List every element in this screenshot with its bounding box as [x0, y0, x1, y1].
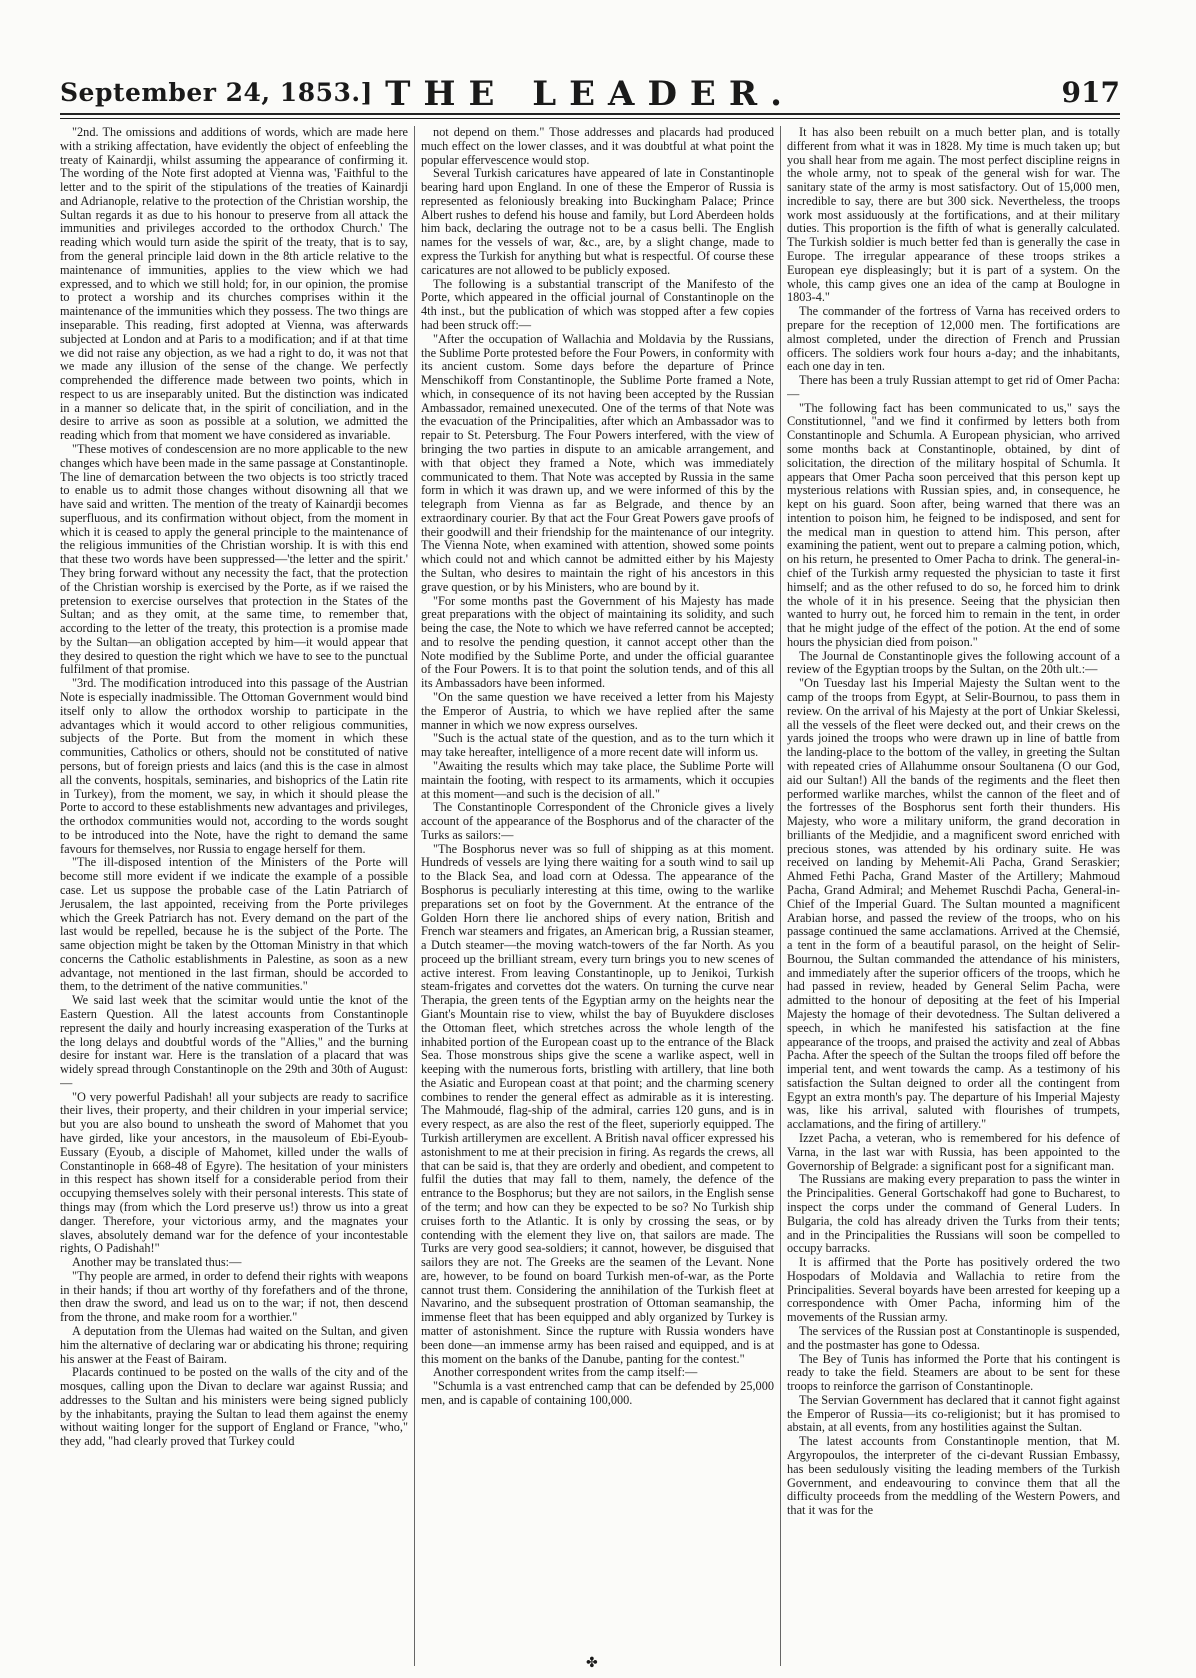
- article-paragraph: "O very powerful Padishah! all your subjects are ready to sacrifice their lives, their property, and their children in your imperial service; but you are also bound to unsheath the sword of Mahomet that you have girded, like your ancestors, in the mausoleum of Ebi-Eyoub-Eussary (Eyoub, a disciple of Mahomet, killed under the walls of Constantinople in 668-48 of Egyre). The hesitation of your ministers in this respect has shown itself for a considerable period from their occupying themselves solely with their personal interests. This state of things may (from which the Lord preserve us!) throw us into a great danger. Therefore, your victorious army, and the magnates your slaves, absolutely demand war for the defence of your incontestable rights, O Padishah!": [60, 1089, 408, 1256]
- column-left: [60, 126, 408, 1666]
- article-paragraph: It has also been rebuilt on a much better plan, and is totally different from what it was in 1828. My time is much taken up; but you shall hear from me again. The most perfect discipline reigns in the whole army, not to speak of the general wish for war. The sanitary state of the army is most satisfactory. Out of 15,000 men, incredible to say, there are but 300 sick. Nevertheless, the troops work most assiduously at the fortifications, and at their military duties. This proportion is the fifth of what is generally calculated. The Turkish soldier is much better fed than is generally the case in Europe. The irregular appearance of these troops strikes a European eye displeasingly; but it is part of a system. On the whole, this camp gives one an idea of the camp at Boulogne in 1803-4.": [787, 126, 1120, 305]
- article-paragraph: "Awaiting the results which may take place, the Sublime Porte will maintain the footing, with respect to its armaments, which it occupies at this moment—and such is the decision of all.": [421, 758, 774, 801]
- article-paragraph: It is affirmed that the Porte has positively ordered the two Hospodars of Moldavia and Wallachia to retire from the Principalities. Several boyards have been arrested for keeping up a correspondence with Omer Pacha, informing him of the movements of the Russian army.: [787, 1255, 1120, 1325]
- printer-mark: ✤: [586, 1655, 598, 1671]
- article-paragraph: The Servian Government has declared that it cannot fight against the Emperor of Russia—its co-religionist; but it has promised to abstain, at all events, from any hostilities against the Sultan.: [787, 1392, 1120, 1435]
- article-paragraph: The Russians are making every preparation to pass the winter in the Principalities. General Gortschakoff had gone to Bucharest, to inspect the corps under the command of General Luders. In Bulgaria, the cold has already driven the Turks from their tents; and in the Principalities the Russians will soon be compelled to occupy barracks.: [787, 1172, 1120, 1256]
- article-paragraph: Izzet Pacha, a veteran, who is remembered for his defence of Varna, in the last war with Russia, has been appointed to the Governorship of Belgrade: a significant post for a significant man.: [787, 1131, 1120, 1173]
- header-rule: [60, 113, 1120, 115]
- article-paragraph: not depend on them." Those addresses and placards had produced much effect on the lower classes, and it was doubtful at what point the popular effervescence would stop.: [421, 126, 774, 167]
- header-rule-thin: [60, 118, 1120, 119]
- column-middle: [421, 126, 774, 1666]
- page-header: [60, 72, 1120, 112]
- article-paragraph: There has been a truly Russian attempt to get rid of Omer Pacha:—: [787, 373, 1120, 401]
- column-right: [787, 126, 1120, 1666]
- article-paragraph: "3rd. The modification introduced into this passage of the Austrian Note is especially inadmissible. The Ottoman Government would bind itself only to allow the orthodox worship to participate in the advantages which it would accord to other religious communities, subjects of the Porte. But from the moment in which these communities, Catholics or others, should not be constituted of native persons, but of foreign priests and laics (and this is the case in almost all the convents, hospitals, seminaries, and bishoprics of the Latin rite in Turkey), from the moment, we say, in which it should please the Porte to accord to these establishments new advantages and privileges, the orthodox communities would not, according to the words sought to be introduced into the Note, have the right to demand the same favours for themselves, nor Russia to engage herself for them.: [60, 676, 408, 856]
- article-paragraph: "Thy people are armed, in order to defend their rights with weapons in their hands; if thou art worthy of thy forefathers and of the throne, then draw the sword, and lead us on to the war; if not, then descend from the throne, and make room for a worthier.": [60, 1268, 408, 1325]
- article-paragraph: Several Turkish caricatures have appeared of late in Constantinople bearing hard upon England. In one of these the Emperor of Russia is represented as feloniously breaking into Buckingham Palace; Prince Albert rushes to defend his house and family, but Lord Aberdeen holds him back, declaring the outrage not to be a casus belli. The English names for the vessels of war, &c., are, by a slight change, made to express the Turkish for anything but what is respectful. Of course these caricatures are not allowed to be publicly exposed.: [421, 166, 774, 277]
- column-divider: [780, 126, 781, 1666]
- article-paragraph: "Schumla is a vast entrenched camp that can be defended by 25,000 men, and is capable of containing 100,000.: [421, 1379, 774, 1407]
- issue-date: September 24, 1853.]: [60, 78, 373, 107]
- article-paragraph: Another may be translated thus:—: [72, 1255, 242, 1270]
- article-paragraph: The commander of the fortress of Varna has received orders to prepare for the reception of 12,000 men. The fortifications are almost completed, under the direction of French and Prussian officers. The soldiers work four hours a-day; and the inhabitants, each one day in ten.: [787, 304, 1120, 374]
- article-paragraph: "Such is the actual state of the question, and as to the turn which it may take hereafter, intelligence of a more recent date will inform us.: [421, 731, 774, 760]
- masthead-title: THE LEADER.: [385, 74, 795, 114]
- article-paragraph: The Bey of Tunis has informed the Porte that his contingent is ready to take the field. Steamers are about to be sent for these troops to reinforce the garrison of Constantinople.: [787, 1351, 1120, 1394]
- article-paragraph: "The following fact has been communicated to us," says the Constitutionnel, "and we find it confirmed by letters both from Constantinople and Schumla. A European physician, who arrived some months back at Constantinople, obtained, by dint of solicitation, the direction of the military hospital of Schumla. It appears that Omer Pacha soon perceived that this person kept up mysterious relations with Russian spies, and, in consequence, he kept on his guard. Soon after, being warned that there was an intention to poison him, he feigned to be indisposed, and sent for the medical man in question to attend him. This person, after examining the patient, went out to prepare a calming potion, which, on his return, he presented to Omer Pacha to drink. The general-in-chief of the Turkish army requested the physician to taste it first himself; and as the other refused to do so, he forced him to drink the whole of it in his presence. Seeing that the physician then wanted to hurry out, he forced him to remain in the tent, in order that he might judge of the effect of the potion. At the end of some hours the physician died from poison.": [787, 400, 1120, 649]
- article-paragraph: The Journal de Constantinople gives the following account of a review of the Egyptian troops by the Sultan, on the 20th ult.:—: [787, 648, 1120, 677]
- article-paragraph: "The ill-disposed intention of the Ministers of the Porte will become still more evident if we indicate the example of a possible case. Let us suppose the probable case of the Latin Patriarch of Jerusalem, the last appointed, receiving from the Porte privileges which the Greek Patriarch has not. Every demand on the part of the last would be repelled, because he is the subject of the Porte. The same objection might be taken by the Ottoman Ministry in that which concerns the Catholic establishments in Palestine, as soon as a new advantage, not mentioned in the last firman, should be accorded to them, to the detriment of the native communities.": [60, 855, 408, 994]
- article-paragraph: "The Bosphorus never was so full of shipping as at this moment. Hundreds of vessels are lying there waiting for a south wind to sail up to the Black Sea, and load corn at Odessa. The appearance of the Bosphorus is peculiarly interesting at this time, owing to the warlike preparations set on foot by the Government. At the entrance of the Golden Horn there lie anchored ships of every nation, British and French war steamers and frigates, an American brig, a Russian steamer, a Dutch steamer—the moving watch-towers of the far North. As you proceed up the brilliant stream, every turn brings you to new scenes of active interest. From leaving Constantinople, up to Jenikoi, Turkish steam-frigates and corvettes dot the waters. On turning the curve near Therapia, the green tents of the Egyptian army on the heights near the Giant's Mountain rise to view, whilst the bay of Buyukdere discloses the Ottoman fleet, which stretches across the whole length of the inhabited portion of the European coast up to the entrance of the Black Sea. Those monstrous ships give the scene a warlike aspect, well in keeping with the numerous forts, bristling with artillery, that line both the Asiatic and European coast at that point; and the charming scenery combines to render the general effect as admirable as it is interesting. The Mahmoudé, flag-ship of the admiral, carries 120 guns, and is in every respect, as are also the rest of the fleet, superiorly equipped. The Turkish artillerymen are excellent. A British naval officer expressed his astonishment to me at their precision in firing. As regards the crews, all that can be said is, that they are orderly and obedient, and competent to fulfil the duties that may fall to them, namely, the defence of the entrance to the Bosphorus; but they are not sailors, in the English sense of the term; and how can they be expected to be so? No Turkish ship cruises forth to the Atlantic. It is only by crossing the seas, or by contending with the element they live on, that sailors are made. The Turks are very good sea-soldiers; it cannot, however, be disguised that sailors they are not. The Greeks are the seamen of the Levant. None are, however, to be found on board Turkish men-of-war, as the Porte cannot trust them. Considering the annihilation of the Turkish fleet at Navarino, and the subsequent prostration of Ottoman seamanship, the immense fleet that has been equipped and ably organized by Turkey is matter of astonishment. Since the rupture with Russia wonders have been done—an immense army has been raised and equipped, and is at this moment on the banks of the Danube, panting for the contest.": [421, 841, 774, 1366]
- article-paragraph: "2nd. The omissions and additions of words, which are made here with a striking affectation, have evidently the object of enfeebling the treaty of Kainardji, whilst assuming the appearance of confirming it. The wording of the Note first adopted at Vienna was, 'Faithful to the letter and to the spirit of the stipulations of the treaties of Kainardji and Adrianople, relative to the protection of the Christian worship, the Sultan regards it as due to his honour to preserve from all attack the immunities and privileges accorded to the orthodox Church.' The reading which would turn aside the spirit of the treaty, that is to say, from the general principle laid down in the 8th article relative to the maintenance of immunities, applies to the view which we had expressed, and to which we still hold; for, in our opinion, the promise to protect a worship and its churches comprises within it the maintenance of the immunities which they possess. The two things are inseparable. This reading, first adopted at Vienna, was afterwards subjected at London and at Paris to a modification; and if at that time we did not raise any objection, as we had a right to do, it was not that we made any illusion of the sense of the change. We perfectly comprehended the difference made between two points, which in respect to us are inseparably united. But the distinction was indicated in a manner so delicate that, in the spirit of conciliation, and in the desire to arrive as soon as possible at a solution, we admitted the reading which from that moment we have considered as invariable.: [60, 126, 408, 443]
- article-paragraph: We said last week that the scimitar would untie the knot of the Eastern Question. All the latest accounts from Constantinople represent the daily and hourly increasing exasperation of the Turks at the long delays and doubtful words of the "Allies," and the burning desire for instant war. Here is the translation of a placard that was widely spread through Constantinople on the 29th and 30th of August:—: [60, 993, 408, 1090]
- article-paragraph: A deputation from the Ulemas had waited on the Sultan, and given him the alternative of declaring war or abdicating his throne; requiring his answer at the Feast of Bairam.: [60, 1323, 408, 1366]
- text-columns: [60, 126, 1120, 1666]
- column-divider: [414, 126, 415, 1666]
- article-paragraph: "These motives of condescension are no more applicable to the new changes which have been made in the same passage at Constantinople. The line of demarcation between the two objects is too strictly traced to enable us to admit those changes without disowning all that we have said and written. The mention of the treaty of Kainardji becomes superfluous, and its confirmation without object, from the moment in which it is ceased to apply the general principle to the maintenance of the religious immunities of the Christian worship. It is with this end that these two words have been suppressed—'the letter and the spirit.' They bring forward without any necessity the fact, that the protection of the Christian worship is exercised by the Porte, as if we raised the pretension to exercise ourselves that protection in the States of the Sultan; and as they omit, at the same time, to remember that, according to the letter of the treaty, this protection is a promise made by the Sultan—an obligation accepted by him—it would appear that they desired to question the right which we have to see to the punctual fulfilment of that promise.: [60, 441, 408, 677]
- article-paragraph: The latest accounts from Constantinople mention, that M. Argyropoulos, the interpreter of the ci-devant Russian Embassy, has been sedulously visiting the leading members of the Turkish Government, and endeavouring to convince them that all the difficulty proceeds from the meddling of the Western Powers, and that it was for the: [787, 1434, 1120, 1518]
- page-number: 917: [1061, 76, 1120, 109]
- article-paragraph: Another correspondent writes from the camp itself:—: [433, 1365, 698, 1380]
- article-paragraph: "After the occupation of Wallachia and Moldavia by the Russians, the Sublime Porte protested before the Four Powers, in conformity with its ancient custom. Some days before the departure of Prince Menschikoff from Constantinople, the Sublime Porte framed a Note, which, in consequence of its not having been accepted by the Russian Ambassador, remained unexecuted. One of the terms of that Note was the evacuation of the Principalities, after which an Ambassador was to repair to St. Petersburg. The Four Powers interfered, with the view of bringing the two parties in dispute to an amicable arrangement, and with that object they framed a Note, which was immediately communicated to them. That Note was accepted by Russia in the same form in which it was drawn up, and we were informed of this by the telegraph from Vienna as far as Belgrade, and thence by an extraordinary courier. By that act the Four Great Powers gave proofs of their goodwill and their friendship for the maintenance of our integrity. The Vienna Note, when examined with attention, showed some points which could not and which cannot be admitted either by his Majesty the Sultan, who desires to maintain the right of his ancestors in this grave question, or by his Ministers, who are bound by it.: [421, 331, 774, 594]
- article-paragraph: The services of the Russian post at Constantinople is suspended, and the postmaster has gone to Odessa.: [787, 1323, 1120, 1352]
- article-paragraph: The following is a substantial transcript of the Manifesto of the Porte, which appeared in the official journal of Constantinople on the 4th inst., but the publication of which was stopped after a few copies had been struck off:—: [421, 276, 774, 332]
- article-paragraph: Placards continued to be posted on the walls of the city and of the mosques, calling upon the Divan to declare war against Russia; and addresses to the Sultan and his ministers were being signed publicly by the inhabitants, praying the Sultan to lead them against the enemy without waiting longer for the support of England or France, "who," they add, "had clearly proved that Turkey could: [60, 1365, 408, 1449]
- article-paragraph: "For some months past the Government of his Majesty has made great preparations with the object of maintaining its solidity, and such being the case, the Note to which we have referred cannot be accepted; and to resolve the pending question, it cannot accept other than the Note modified by the Sublime Porte, and under the official guarantee of the Four Powers. It is to that point the solution tends, and of this all its Ambassadors have been informed.: [421, 593, 774, 691]
- article-paragraph: "On the same question we have received a letter from his Majesty the Emperor of Austria, to which we have replied after the same manner in which we now express ourselves.: [421, 690, 774, 732]
- article-paragraph: The Constantinople Correspondent of the Chronicle gives a lively account of the appearance of the Bosphorus and of the character of the Turks as sailors:—: [421, 800, 774, 842]
- article-paragraph: "On Tuesday last his Imperial Majesty the Sultan went to the camp of the troops from Egypt, at Selir-Bournou, to pass them in review. On the arrival of his Majesty at the port of Unkiar Skelessi, all the vessels of the fleet were decked out, and their crews on the yards joined the troops who were drawn up in line of battle from the landing-place to the bottom of the valley, in greeting the Sultan with repeated cries of Allahumme onsour Soultanena (O our God, aid our Sultan!) All the bands of the regiments and the fleet then performed warlike marches, whilst the cannon of the fleet and of the fortresses of the Bosphorus sent forth their thunders. His Majesty, who wore a military uniform, the grand decoration in brilliants of the Medjidie, and a magnificent sword enriched with precious stones, was attended by his ordinary suite. He was received on landing by Mehemit-Ali Pacha, Grand Seraskier; Ahmed Fethi Pacha, Grand Master of the Artillery; Mahmoud Pacha, Grand Admiral; and Mehemet Ruschdi Pacha, General-in-Chief of the Imperial Guard. The Sultan mounted a magnificent Arabian horse, and passed the review of the troops, who on his passage continued the same acclamations. Arrived at the Chemsié, a tent in the form of a beautiful parasol, on the height of Selir-Bournou, the Sultan commanded the attendance of his ministers, and immediately after the superior officers of the troops, which he had passed in review, headed by General Selim Pacha, were admitted to the honour of depositing at the feet of his Imperial Majesty the homage of their devotedness. The Sultan delivered a speech, in which he manifested his satisfaction at the fine appearance of the troops, and praised the activity and zeal of Abbas Pacha. After the speech of the Sultan the troops filed off before the imperial tent, and went towards the camp. As a testimony of his satisfaction the Sultan deigned to order all the contingent from Egypt an extra month's pay. The departure of his Imperial Majesty was, like his arrival, saluted with flourishes of trumpets, acclamations, and the firing of artillery.": [787, 676, 1120, 1132]
